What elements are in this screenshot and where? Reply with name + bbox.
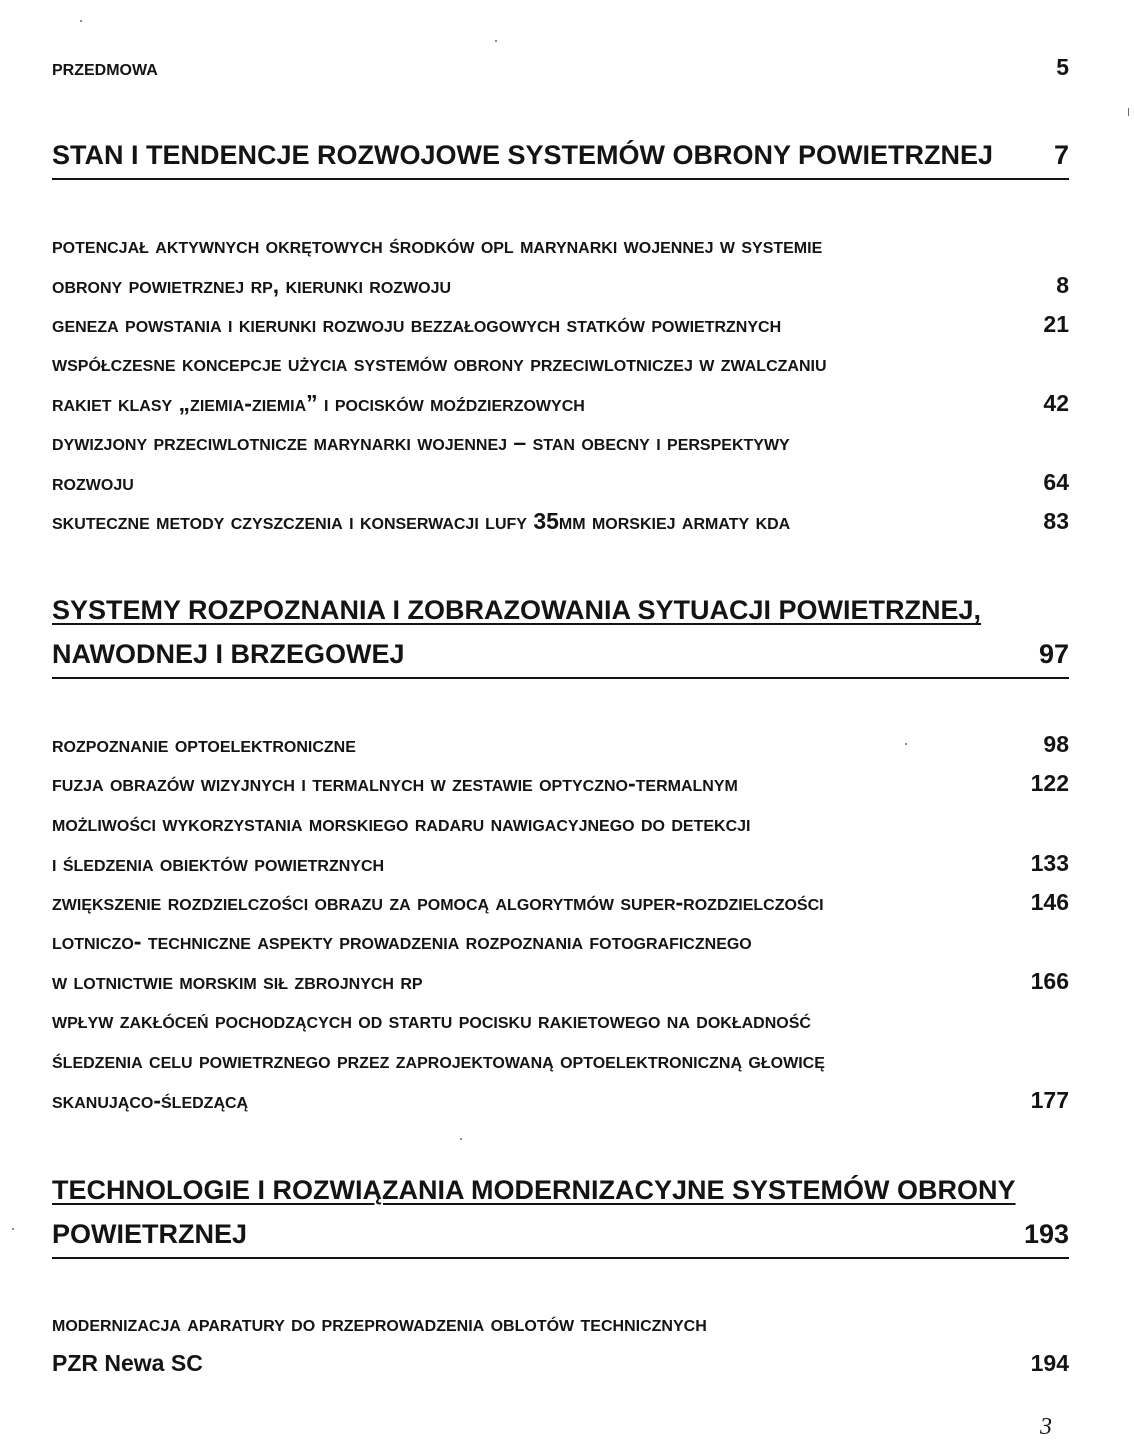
toc-entry-page: 133: [1030, 850, 1069, 876]
section-heading-line: [52, 1217, 1069, 1259]
toc-entry: [52, 348, 1069, 428]
toc-section-2: [52, 593, 1069, 679]
toc-entry-page: 122: [1030, 770, 1069, 796]
toc-entry-title: rozwoju: [52, 469, 134, 495]
toc-entry: [52, 427, 1069, 507]
toc-entry-page: 5: [1056, 54, 1069, 80]
toc-entry-line: [52, 309, 1069, 349]
section-heading-line: [52, 593, 1069, 637]
toc-entry-title: dywizjony przeciwlotnicze marynarki wojennej – stan obecny i perspektywy: [52, 429, 790, 455]
toc-entry-line: [52, 52, 1069, 92]
toc-entry-title: geneza powstania i kierunki rozwoju bezzałogowych statków powietrznych: [52, 311, 782, 337]
section-heading-line: [52, 138, 1069, 180]
toc-entry-title: i śledzenia obiektów powietrznych: [52, 850, 385, 876]
toc-entry-line: [52, 926, 1069, 966]
section-title: POWIETRZNEJ: [52, 1219, 248, 1249]
toc-entry: [52, 230, 1069, 310]
toc-entry-title: rakiet klasy „ziemia-ziemia” i pocisków moździerzowych: [52, 390, 585, 416]
toc-entry-preface: [52, 52, 1069, 92]
toc-entry-line: [52, 1348, 1069, 1388]
toc-entry-line: [52, 388, 1069, 428]
toc-entry: [52, 729, 1069, 769]
toc-entry-line: [52, 887, 1069, 927]
toc-entry-page: 166: [1030, 968, 1069, 994]
scan-speck: [905, 743, 907, 745]
toc-entry-title: PZR Newa SC: [52, 1350, 203, 1376]
toc-entry-line: [52, 270, 1069, 310]
toc-entry-title: potencjał aktywnych okrętowych środków opl marynarki wojennej w systemie: [52, 232, 823, 258]
toc-entry-line: [52, 1308, 1069, 1348]
toc-entry-title: w lotnictwie morskim sił zbrojnych rp: [52, 968, 423, 994]
toc-entry-line: [52, 348, 1069, 388]
toc-entry-line: [52, 729, 1069, 769]
toc-entry-line: [52, 848, 1069, 888]
toc-entry-title: modernizacja aparatury do przeprowadzenia oblotów technicznych: [52, 1310, 707, 1336]
toc-entry: [52, 309, 1069, 349]
toc-section-3: [52, 1173, 1069, 1259]
page-number: 3: [1040, 1414, 1052, 1440]
toc-entry-title: zwiększenie rozdzielczości obrazu za pomocą algorytmów super-rozdzielczości: [52, 889, 824, 915]
toc-entry-page: 8: [1056, 272, 1069, 298]
toc-entry-title: śledzenia celu powietrznego przez zaprojektowaną optoelektroniczną głowicę: [52, 1047, 825, 1073]
section-title: NAWODNEJ I BRZEGOWEJ: [52, 639, 405, 669]
toc-entry: [52, 1308, 1069, 1388]
toc-entry-page: 177: [1030, 1087, 1069, 1113]
toc-entry-line: [52, 1005, 1069, 1045]
toc-entry-page: 98: [1043, 731, 1069, 757]
section-heading-line: [52, 1173, 1069, 1217]
toc-entry-title: możliwości wykorzystania morskiego radaru nawigacyjnego do detekcji: [52, 810, 751, 836]
toc-entry-line: [52, 1085, 1069, 1125]
toc-entry: [52, 768, 1069, 808]
section-title: STAN I TENDENCJE ROZWOJOWE SYSTEMÓW OBRONY POWIETRZNEJ: [52, 140, 994, 170]
toc-entry-page: 42: [1043, 390, 1069, 416]
toc-entry-title: skanująco-śledzącą: [52, 1087, 249, 1113]
toc-entry-title: obrony powietrznej rp, kierunki rozwoju: [52, 272, 452, 298]
toc-entry-line: [52, 966, 1069, 1006]
toc-entry: [52, 926, 1069, 1006]
toc-entry-title: lotniczo- techniczne aspekty prowadzenia rozpoznania fotograficznego: [52, 928, 752, 954]
toc-entry-page: 21: [1043, 311, 1069, 337]
toc-entry-title: współczesne koncepcje użycia systemów obrony przeciwlotniczej w zwalczaniu: [52, 350, 827, 376]
toc-entry-page: 194: [1030, 1350, 1069, 1376]
section-heading-line: [52, 637, 1069, 679]
section-title: TECHNOLOGIE I ROZWIĄZANIA MODERNIZACYJNE SYSTEMÓW OBRONY: [52, 1175, 1016, 1205]
toc-entry: [52, 808, 1069, 888]
scan-speck: [80, 20, 82, 22]
section-page: 193: [1023, 1219, 1069, 1249]
toc-entry-line: [52, 768, 1069, 808]
toc-entry-page: 83: [1043, 508, 1069, 534]
toc-entry-page: 146: [1030, 889, 1069, 915]
toc-entry-page: 64: [1043, 469, 1069, 495]
toc-entry-title: fuzja obrazów wizyjnych i termalnych w zestawie optyczno-termalnym: [52, 770, 738, 796]
toc-entry-line: [52, 467, 1069, 507]
toc-entry: [52, 506, 1069, 546]
toc-entry-line: [52, 1045, 1069, 1085]
scan-speck: [1128, 108, 1129, 116]
toc-entry: [52, 1005, 1069, 1125]
toc-entry-line: [52, 808, 1069, 848]
scan-speck: [495, 40, 497, 42]
toc-entry-line: [52, 230, 1069, 270]
toc-entry-line: [52, 506, 1069, 546]
section-page: 7: [1053, 140, 1069, 170]
scan-speck: [460, 1138, 462, 1140]
toc-entry-title: rozpoznanie optoelektroniczne: [52, 731, 356, 757]
toc-entry-title: skuteczne metody czyszczenia i konserwacji lufy 35mm morskiej armaty kda: [52, 508, 791, 534]
toc-entry-title: przedmowa: [52, 54, 158, 80]
toc-entry-line: [52, 427, 1069, 467]
scan-speck: [12, 1228, 14, 1230]
section-page: 97: [1038, 639, 1069, 669]
toc-entry: [52, 887, 1069, 927]
toc-entry-title: wpływ zakłóceń pochodzących od startu pocisku rakietowego na dokładność: [52, 1007, 811, 1033]
toc-section-1: [52, 138, 1069, 180]
section-title: SYSTEMY ROZPOZNANIA I ZOBRAZOWANIA SYTUACJI POWIETRZNEJ,: [52, 595, 982, 625]
